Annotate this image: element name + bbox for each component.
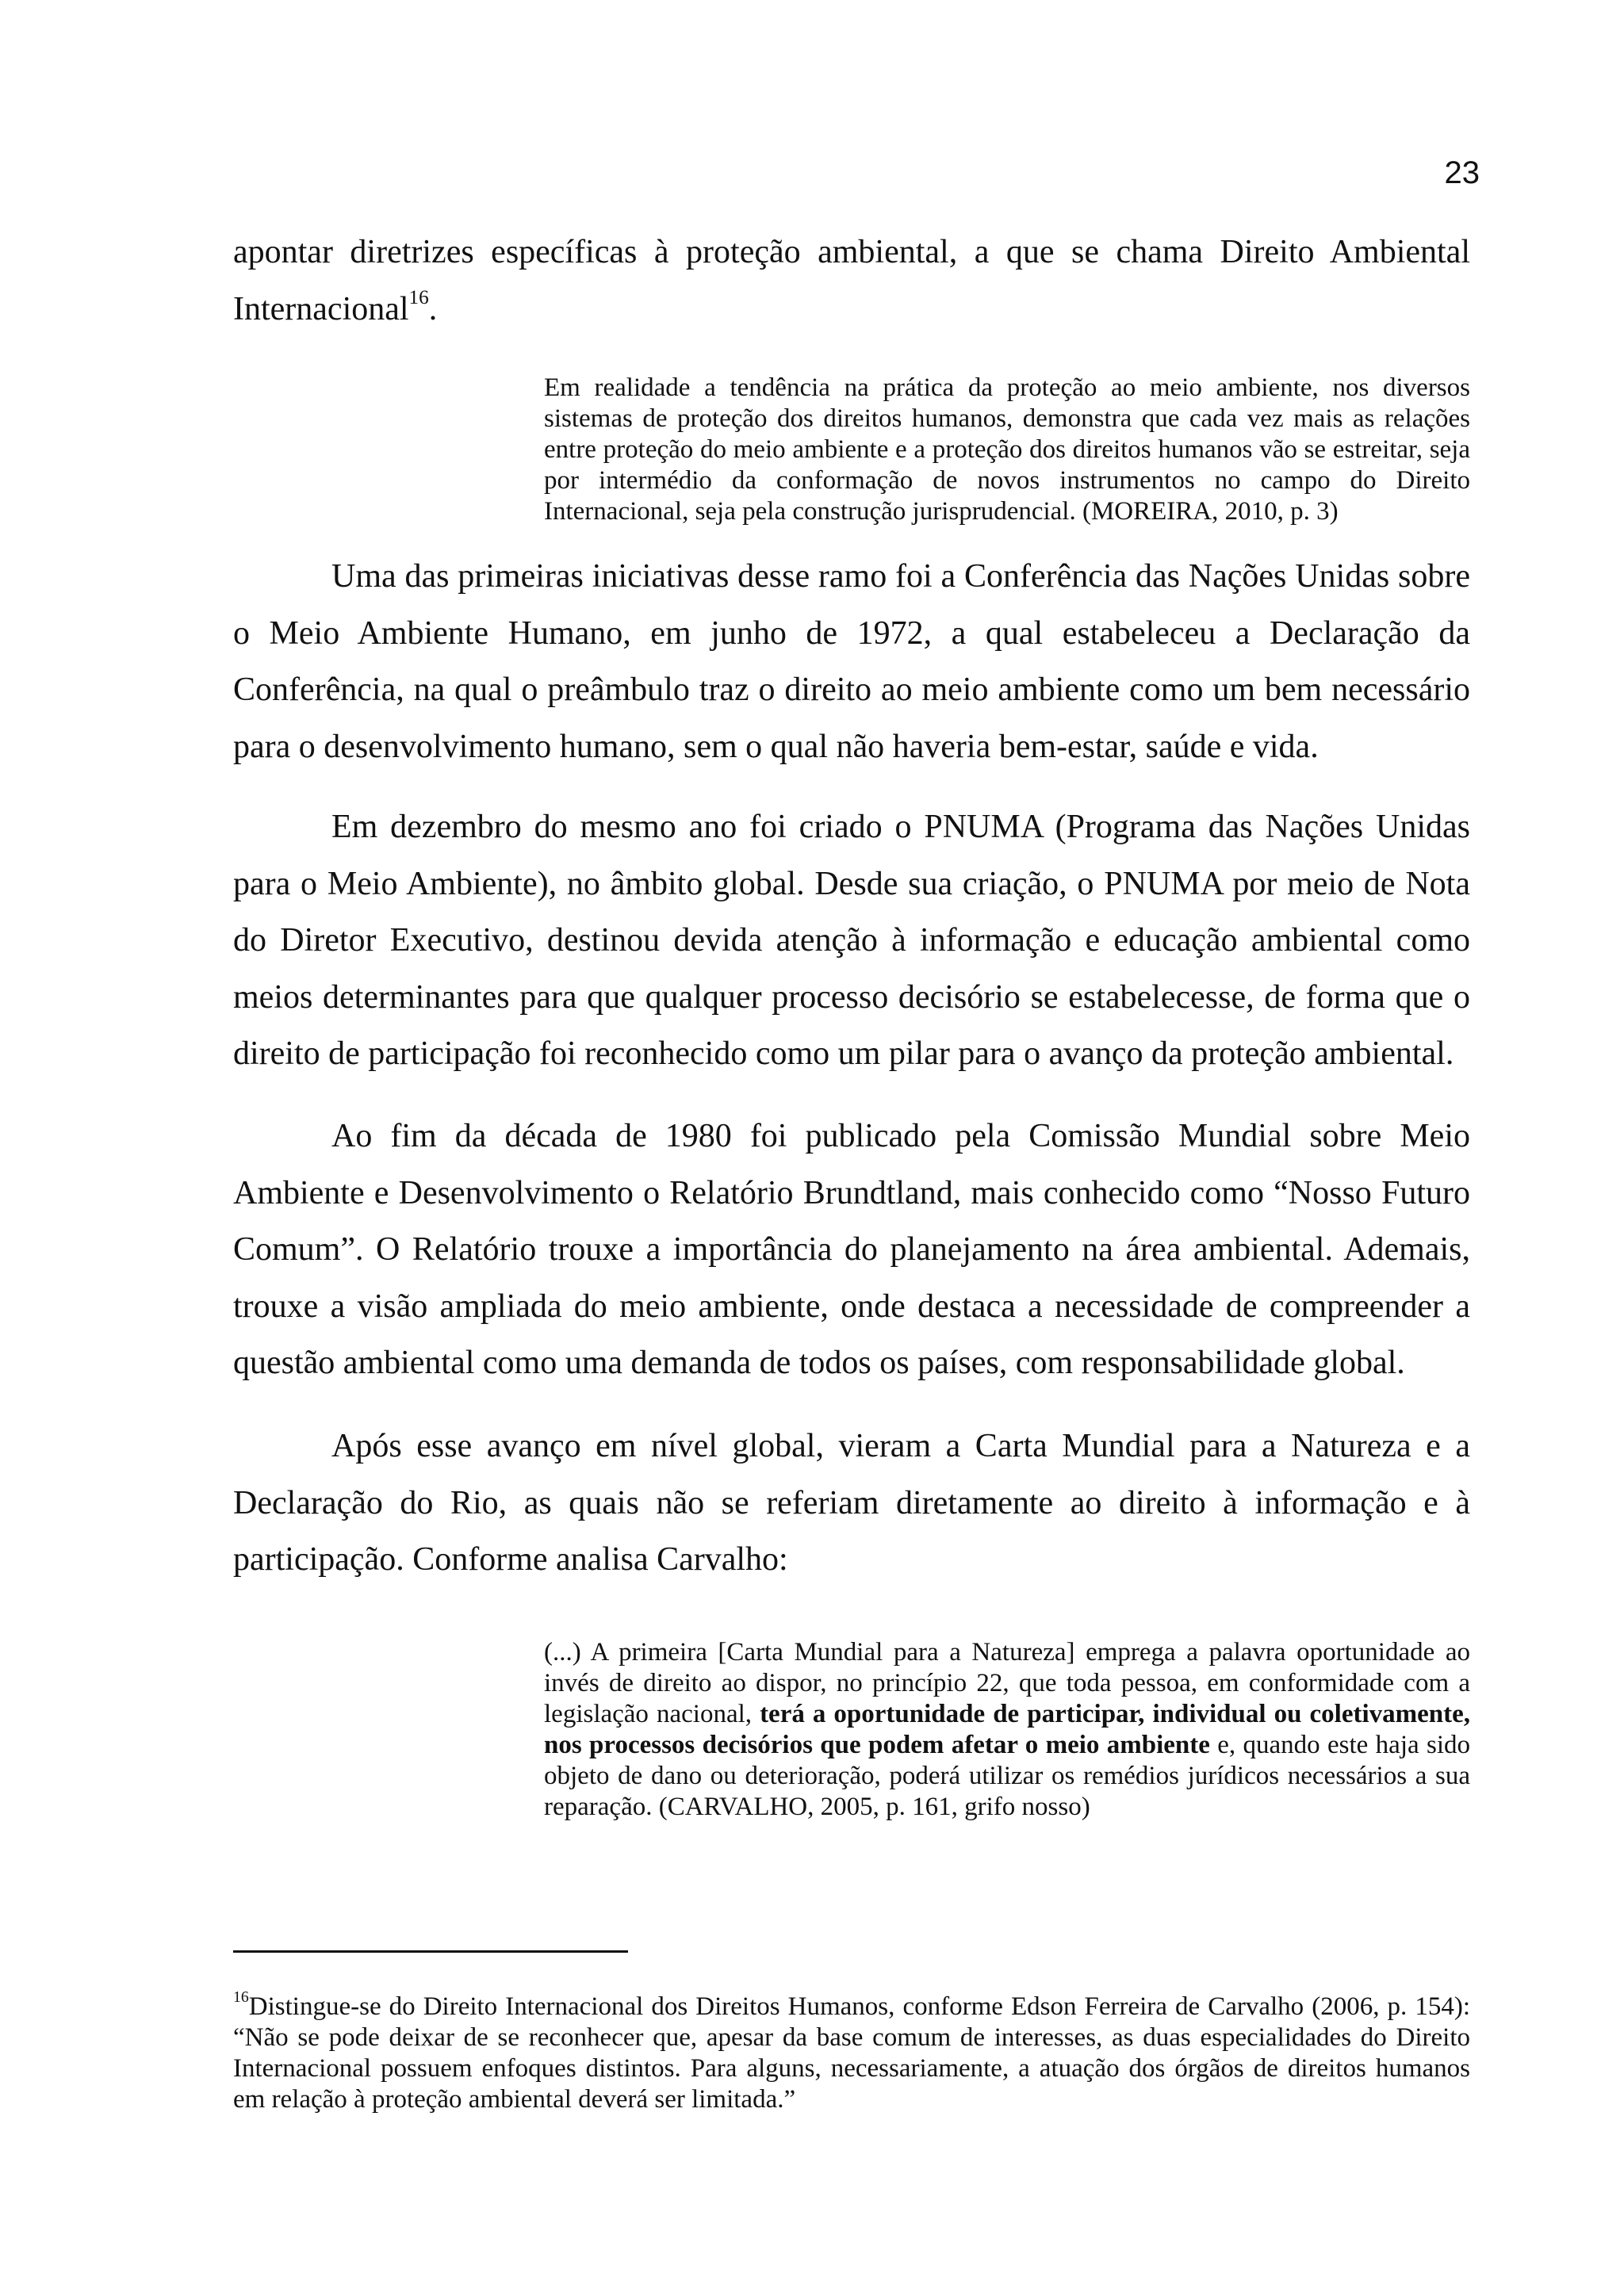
footnote-16: [233, 1988, 1470, 2115]
footnote-number: 16: [233, 1988, 249, 2007]
paragraph-1: [233, 224, 1470, 338]
quote-2-after: e, quando este haja sido objeto de dano ou deterioração, poderá utilizar os remédios jurídicos necessários a sua reparação. (CARVALHO, 2005, p. 161, grifo nosso): [544, 1731, 1471, 1821]
quote-2-before: (...) A primeira [Carta Mundial para a Natureza] emprega a palavra oportunidade ao invés de direito ao dispor, no princípio 22, que toda pessoa, em conformidade com a legislação nacional,: [544, 1638, 1470, 1728]
quote-2-emphasis: terá a oportunidade de participar, individual ou coletivamente, nos processos decisórios que podem afetar o meio ambiente: [544, 1700, 1470, 1759]
paragraph-3: Em dezembro do mesmo ano foi criado o PNUMA (Programa das Nações Unidas para o Meio Ambiente), no âmbito global. Desde sua criação, o PNUMA por meio de Nota do Diretor Executivo, destinou devida atenção à informação e educação ambiental como meios determinantes para que qualquer processo decisório se estabelecesse, de forma que o direito de participação foi reconhecido como um pilar para o avanço da proteção ambiental.: [233, 809, 1470, 1072]
block-quote-moreira: Em realidade a tendência na prática da proteção ao meio ambiente, nos diversos sistemas de proteção dos direitos humanos, demonstra que cada vez mais as relações entre proteção do meio ambiente e a proteção dos direitos humanos vão se estreitar, seja por intermédio da conformação de novos instrumentos no campo do Direito Internacional, seja pela construção jurisprudencial. (MOREIRA, 2010, p. 3): [544, 373, 1470, 526]
paragraph-2: Uma das primeiras iniciativas desse ramo foi a Conferência das Nações Unidas sobre o Meio Ambiente Humano, em junho de 1972, a qual estabeleceu a Declaração da Conferência, na qual o preâmbulo traz o direito ao meio ambiente como um bem necessário para o desenvolvimento humano, sem o qual não haveria bem-estar, saúde e vida.: [233, 558, 1470, 765]
paragraph-5: Após esse avanço em nível global, vieram a Carta Mundial para a Natureza e a Declaração do Rio, as quais não se referiam diretamente ao direito à informação e à participação. Conforme analisa Carvalho:: [233, 1428, 1470, 1578]
footnote-separator: [233, 1950, 628, 1953]
footnote-text: Distingue-se do Direito Internacional dos Direitos Humanos, conforme Edson Ferreira de Carvalho (2006, p. 154): “Não se pode deixar de se reconhecer que, apesar da base comum de interesses, as duas especialidades do Direito Internacional possuem enfoques distintos. Para alguns, necessariamente, a atuação dos órgãos de direitos humanos em relação à proteção ambiental deverá ser limitada.”: [233, 1992, 1470, 2114]
block-quote-carvalho: [544, 1637, 1470, 1823]
page-number: 23: [1444, 155, 1480, 190]
paragraph-1-end: .: [428, 290, 438, 327]
footnote-reference[interactable]: 16: [408, 286, 429, 308]
paragraph-4: Ao fim da década de 1980 foi publicado pela Comissão Mundial sobre Meio Ambiente e Desenvolvimento o Relatório Brundtland, mais conhecido como “Nosso Futuro Comum”. O Relatório trouxe a importância do planejamento na área ambiental. Ademais, trouxe a visão ampliada do meio ambiente, onde destaca a necessidade de compreender a questão ambiental como uma demanda de todos os países, com responsabilidade global.: [233, 1118, 1470, 1381]
paragraph-1-text: apontar diretrizes específicas à proteção ambiental, a que se chama Direito Ambiental Internacional: [233, 234, 1470, 327]
